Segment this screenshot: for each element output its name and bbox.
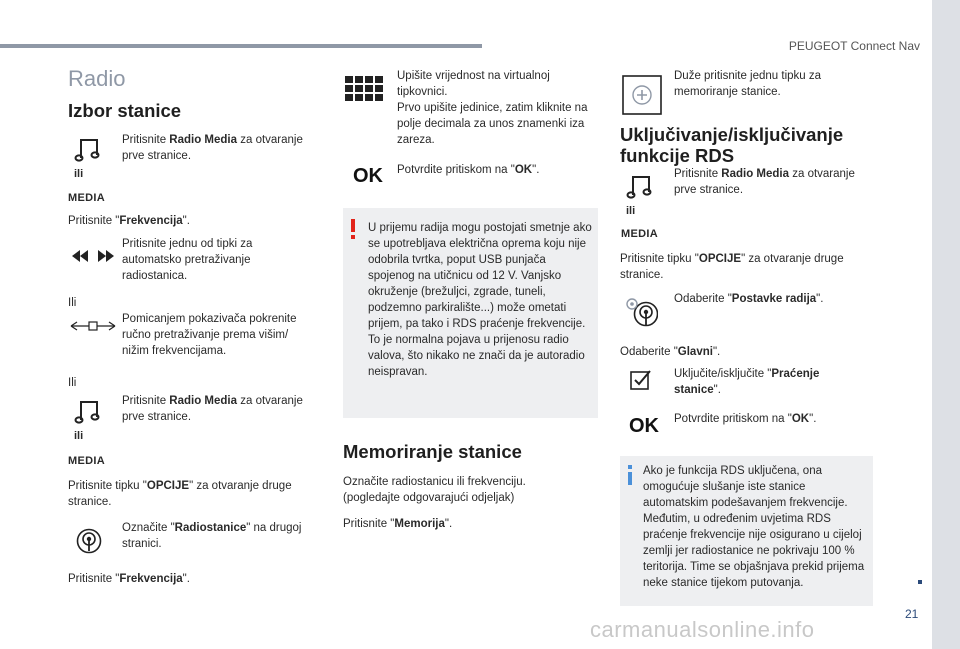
info-text: Ako je funkcija RDS uključena, ona omogućuje slušanje iste stanice automatskim podešavanjem frekvencije. Međutim, u određenim uvjetima RDS praćenje frekvencije nije osigurano u cijeloj zemlji jer radiostanice ne pokrivaju 100 % teritorija. Time se objašnjava prekid prijema neke stanice tijekom putovanja. [643,465,865,589]
radio-station-icon [76,528,102,554]
ok-icon: OK [629,415,659,437]
keypad-key [355,85,363,92]
step-opcije: Pritisnite tipku "OPCIJE" za otvaranje druge stranice. [68,480,292,508]
add-preset-icon [622,75,662,115]
watermark: carmanualsonline.info [590,617,815,642]
page-number: 21 [905,607,919,621]
rds-step-opcije: Pritisnite tipku "OPCIJE" za otvaranje druge stranice. [620,253,844,281]
keypad-key [355,76,363,83]
step-frekvencija-2: Pritisnite "Frekvencija". [68,573,190,585]
warning-text: U prijemu radija mogu postojati smetnje ako se upotrebljava električna oprema koju nije odobrila tvrtka, poput USB punjača spojenog na utičnicu od 12 V. Vanjsko okruženje (brežuljci, zgrade, tuneli, podzemno parkiralište...) može ometati prijem, pa tako i RDS praćenje frekvencije. To je normalna pojava u prijenosu radio valova, što nikako ne znači da je autoradio neispravan. [368,222,592,378]
keyboard-description: Upišite vrijednost na virtualnoj tipkovnici. Prvo upišite jedinice, zatim kliknite na polje decimala za unos znamenki iza zareza. [397,70,588,146]
keypad-key [375,85,383,92]
keypad-key [345,85,353,92]
side-margin-bar [932,0,960,649]
confirm-ok: Potvrdite pritiskom na "OK". [397,164,540,176]
heading-rds: Uključivanje/isključivanje funkcije RDS [620,124,844,166]
ili-label: ili [74,168,84,180]
keypad-key [345,94,353,101]
music-note-icon [74,137,102,163]
step-pracenje: Uključite/isključite "Praćenje stanice". [674,368,820,396]
seek-arrows-icon [70,249,116,263]
ok-icon: OK [353,165,383,187]
radio-settings-icon [624,296,658,328]
long-press-description: Duže pritisnite jednu tipku za memoriranje stanice. [674,70,822,98]
ili-separator: Ili [68,297,77,309]
keypad-key [375,94,383,101]
step-radio-media-2: Pritisnite Radio Media za otvaranje prve stranice. [122,395,303,423]
step-frekvencija: Pritisnite "Frekvencija". [68,215,190,227]
heading-izbor-stanice: Izbor stanice [68,100,182,121]
step-radiostanice: Označite "Radiostanice" na drugoj stranici. [122,522,302,550]
music-note-icon [626,174,654,200]
keypad-key [365,85,373,92]
step-radio-media: Pritisnite Radio Media za otvaranje prve stranice. [122,134,303,162]
step-postavke-radija: Odaberite "Postavke radija". [674,293,824,305]
seek-description: Pritisnite jednu od tipki za automatsko pretraživanje radiostanica. [122,238,253,282]
heading-memoriranje: Memoriranje stanice [343,441,522,462]
section-title: Radio [68,66,126,91]
keypad-icon [345,76,385,102]
info-icon [627,465,633,485]
media-button-label-3: MEDIA [621,228,658,240]
keypad-key [345,76,353,83]
keypad-key [365,76,373,83]
top-rule [0,44,482,48]
keypad-key [365,94,373,101]
media-button-label-2: MEDIA [68,455,105,467]
memo-description: Označite radiostanicu ili frekvenciju. (pogledajte odgovarajući odjeljak) [343,476,526,504]
rds-step-radio-media: Pritisnite Radio Media za otvaranje prve stranice. [674,168,855,196]
step-glavni: Odaberite "Glavni". [620,346,721,358]
frequency-slider-icon [70,320,116,332]
keypad-key [355,94,363,101]
slider-description: Pomicanjem pokazivača pokrenite ručno pretraživanje prema višim/ nižim frekvencijama. [122,313,297,357]
music-note-icon [74,399,102,425]
keypad-key [375,76,383,83]
page-marker [918,580,922,584]
ili-separator-2: Ili [68,377,77,389]
checkbox-icon [630,369,652,391]
ili-label-3: ili [626,205,636,217]
warning-exclamation-icon [350,219,356,239]
rds-confirm-ok: Potvrdite pritiskom na "OK". [674,413,817,425]
step-memorija: Pritisnite "Memorija". [343,518,453,530]
media-button-label: MEDIA [68,192,105,204]
ili-label-2: ili [74,430,84,442]
header-brand: PEUGEOT Connect Nav [788,39,920,53]
